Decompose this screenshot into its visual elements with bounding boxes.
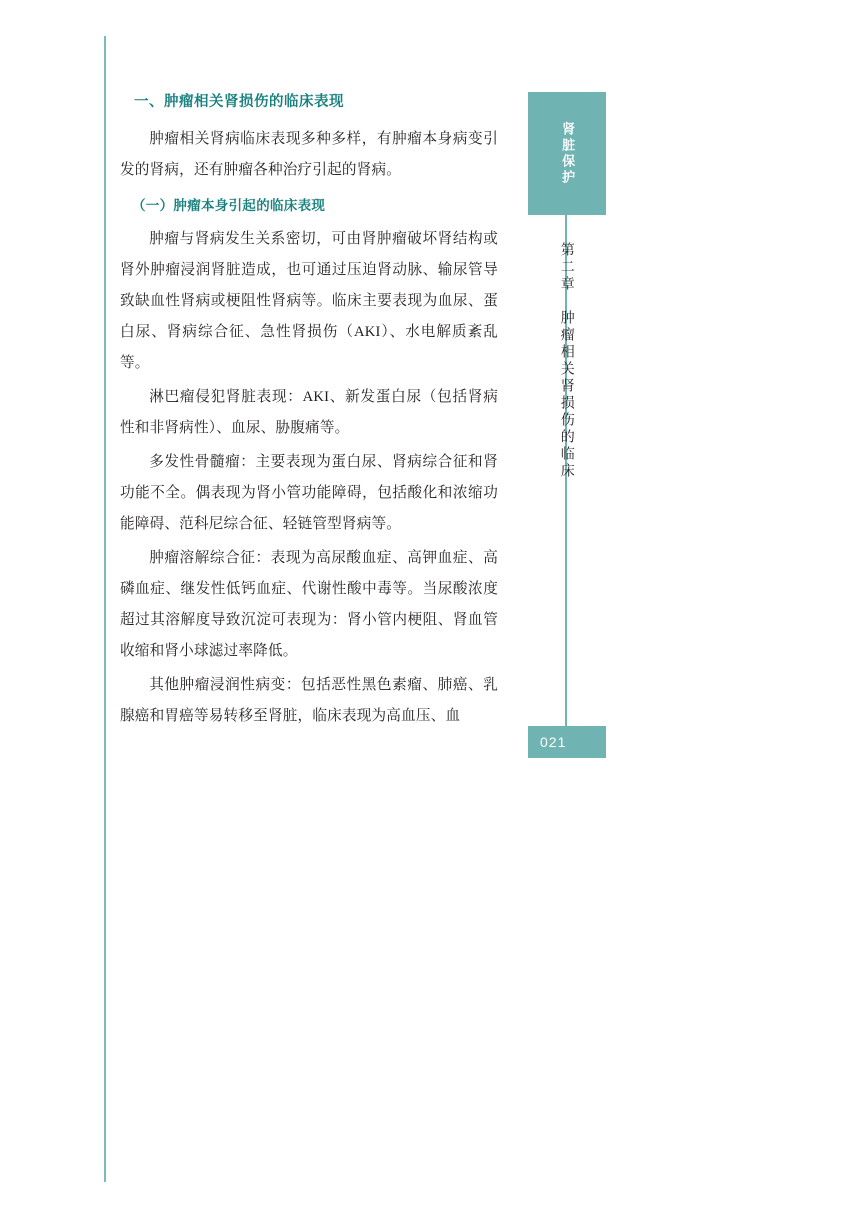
body-paragraph: 淋巴瘤侵犯肾脏表现：AKI、新发蛋白尿（包括肾病性和非肾病性）、血尿、胁腹痛等。: [120, 389, 498, 436]
body-paragraph: 肿瘤溶解综合征：表现为高尿酸血症、高钾血症、高磷血症、继发性低钙血症、代谢性酸中毒等。当尿酸浓度超过其溶解度导致沉淀可表现为：肾小管内梗阻、肾血管收缩和肾小球滤过率降低。: [120, 550, 498, 659]
page-number: 021: [528, 726, 606, 758]
side-tab-chapter-label: 第二章 肿瘤相关肾损伤的临床: [559, 242, 576, 480]
side-tab-header: [528, 92, 606, 215]
body-paragraph: 其他肿瘤浸润性病变：包括恶性黑色素瘤、肺癌、乳腺癌和胃癌等易转移至肾脏，临床表现为高血压、血: [120, 677, 498, 724]
side-tab-chapter: [528, 242, 606, 480]
body-paragraph: 多发性骨髓瘤：主要表现为蛋白尿、肾病综合征和肾功能不全。偶表现为肾小管功能障碍，包括酸化和浓缩功能障碍、范科尼综合征、轻链管型肾病等。: [120, 454, 498, 532]
side-tab-header-label: 肾脏保护: [560, 121, 576, 186]
section-title: 一、肿瘤相关肾损伤的临床表现: [134, 94, 344, 110]
subsection-title: （一）肿瘤本身引起的临床表现: [132, 197, 326, 213]
side-tab: [528, 92, 606, 480]
body-paragraph: 肿瘤与肾病发生关系密切，可由肾肿瘤破坏肾结构或肾外肿瘤浸润肾脏造成，也可通过压迫肾动脉、输尿管导致缺血性肾病或梗阻性肾病等。临床主要表现为血尿、蛋白尿、肾病综合征、急性肾损伤（AKI）、水电解质紊乱等。: [120, 231, 498, 371]
main-text-column: [120, 92, 498, 735]
left-vertical-rule: [104, 36, 106, 1182]
intro-paragraph: 肿瘤相关肾病临床表现多种多样，有肿瘤本身病变引发的肾病，还有肿瘤各种治疗引起的肾病。: [120, 130, 498, 178]
